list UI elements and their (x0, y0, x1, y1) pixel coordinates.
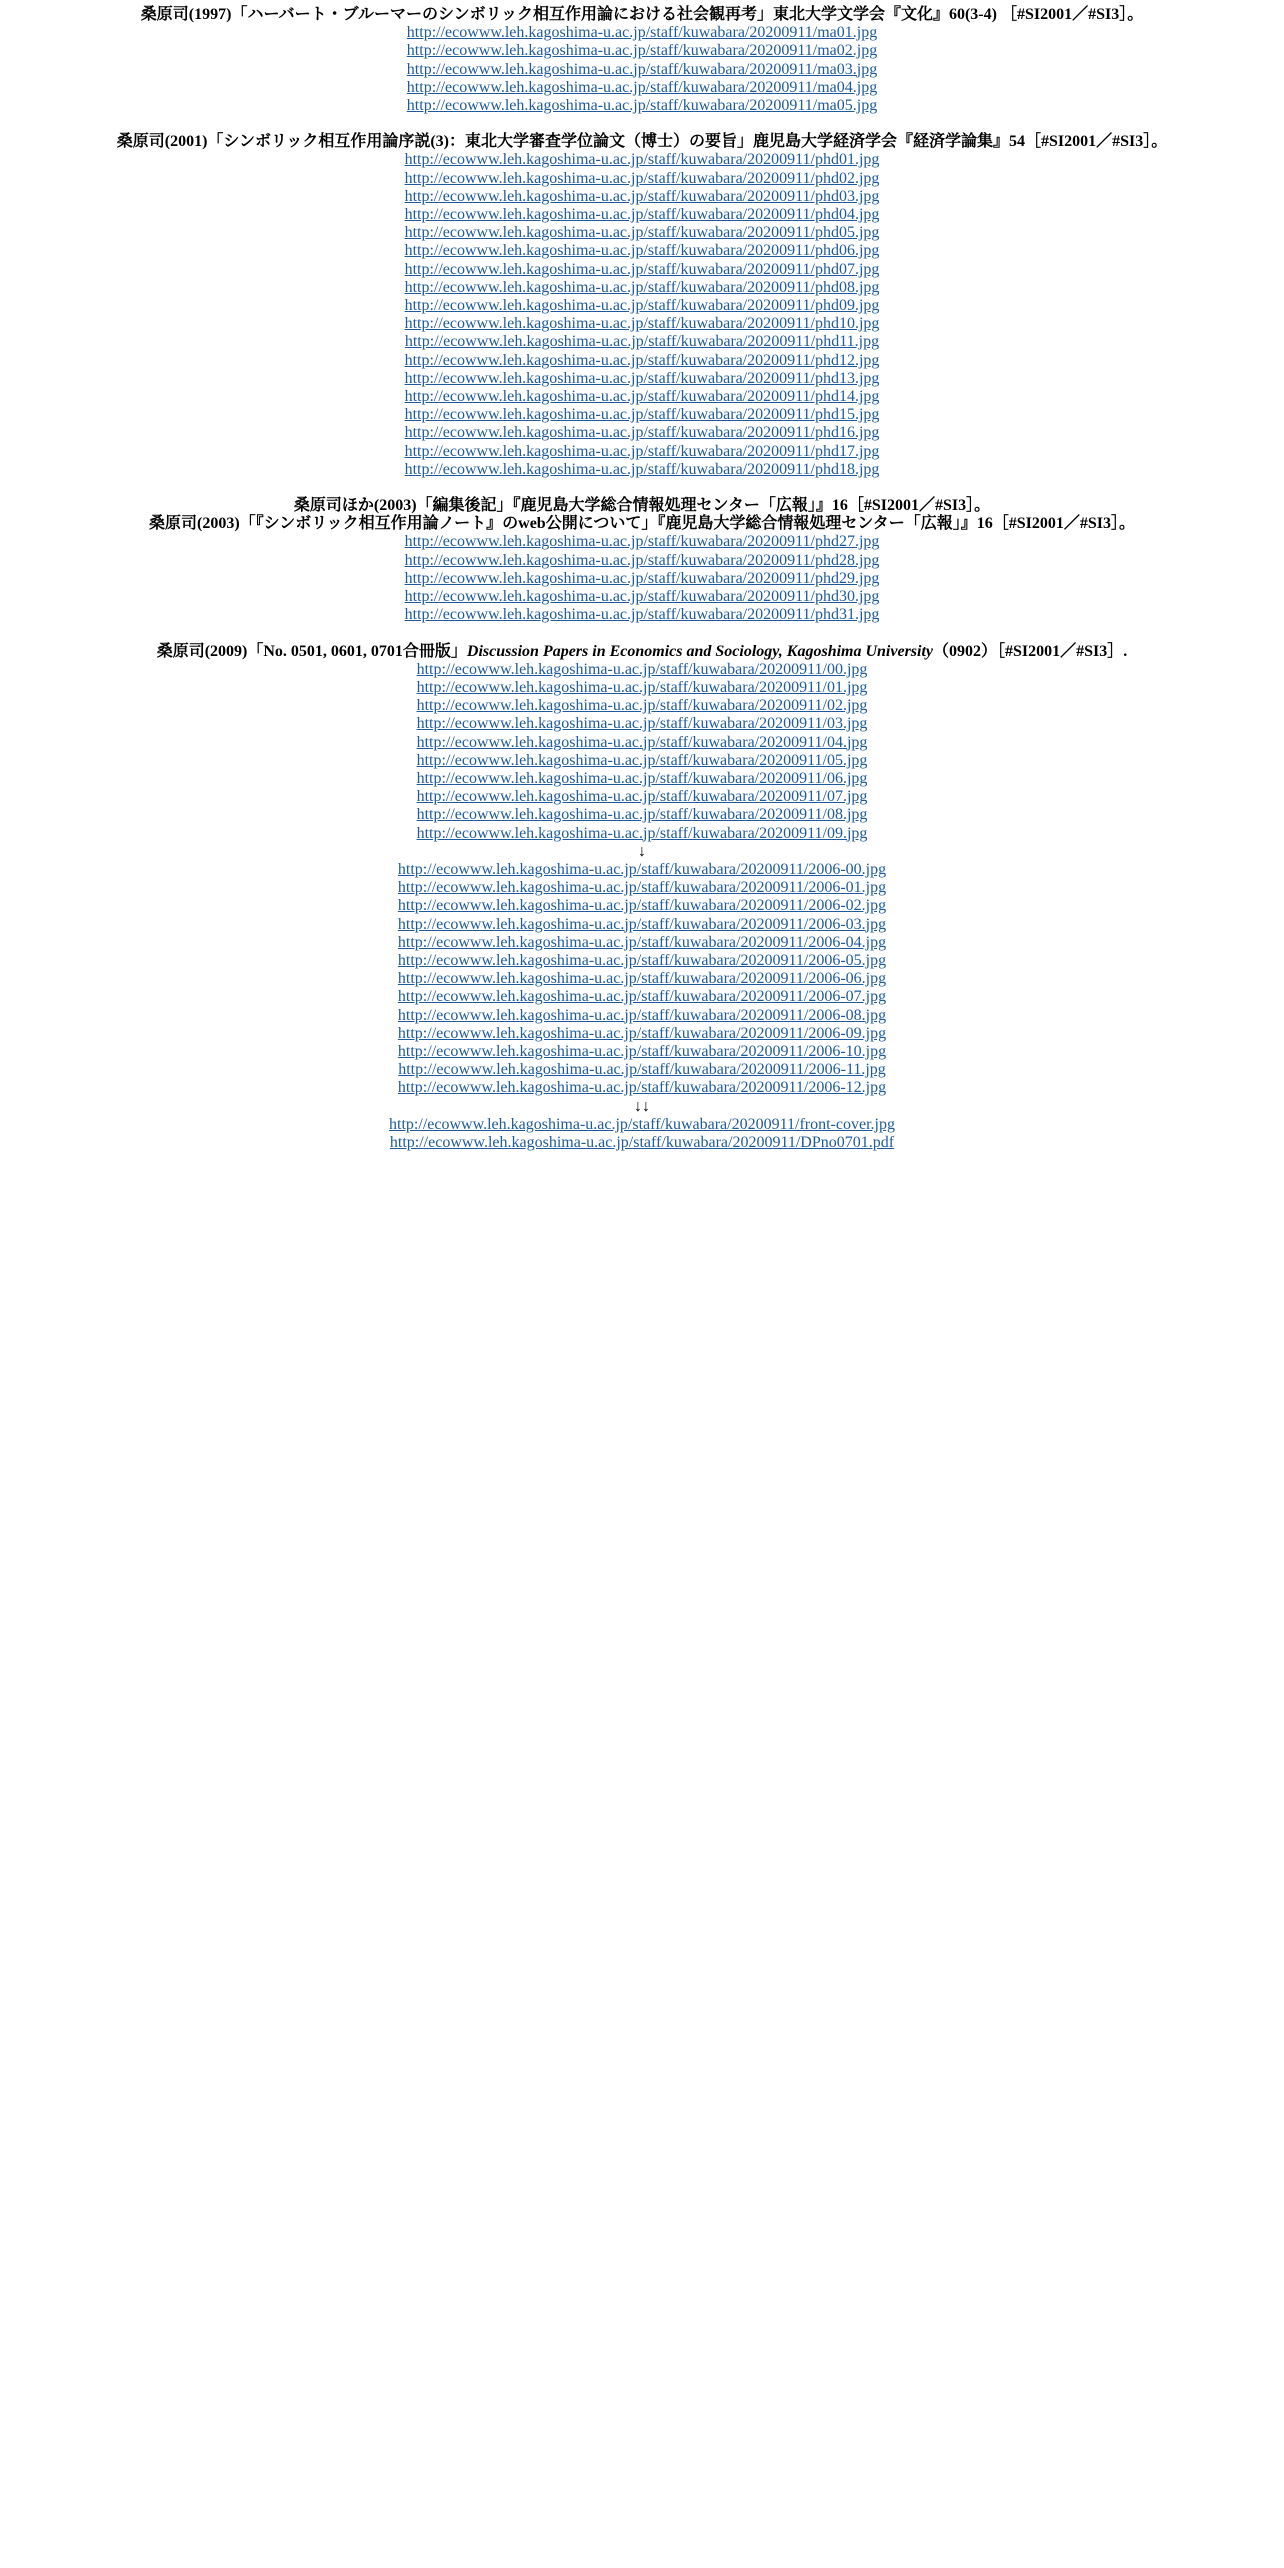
heading-text: 桑原司(2009)「No. 0501, 0601, 0701合冊版」 (156, 642, 467, 660)
file-link[interactable]: http://ecowww.leh.kagoshima-u.ac.jp/staff/kuwabara/20200911/phd05.jpg (404, 224, 880, 242)
file-link[interactable]: http://ecowww.leh.kagoshima-u.ac.jp/staff/kuwabara/20200911/2006-02.jpg (397, 897, 887, 915)
file-link[interactable]: http://ecowww.leh.kagoshima-u.ac.jp/staff/kuwabara/20200911/front-cover.jpg (389, 1115, 895, 1133)
file-link[interactable]: http://ecowww.leh.kagoshima-u.ac.jp/staff/kuwabara/20200911/phd06.jpg (404, 242, 880, 260)
file-link[interactable]: http://ecowww.leh.kagoshima-u.ac.jp/staff/kuwabara/20200911/phd27.jpg (404, 533, 880, 551)
file-link[interactable]: http://ecowww.leh.kagoshima-u.ac.jp/staff/kuwabara/20200911/08.jpg (416, 806, 868, 824)
file-link[interactable]: http://ecowww.leh.kagoshima-u.ac.jp/staff/kuwabara/20200911/2006-12.jpg (397, 1079, 887, 1097)
reference-heading (0, 497, 1284, 515)
heading-text: 桑原司(2003)「『シンボリック相互作用論ノート』のweb公開について」『鹿児島大学総合情報処理センター「広報」』16［#SI2001／#SI3］。 (149, 515, 1135, 533)
document-page (0, 0, 1284, 1152)
file-link[interactable]: http://ecowww.leh.kagoshima-u.ac.jp/staff/kuwabara/20200911/2006-05.jpg (397, 951, 887, 969)
file-link[interactable]: http://ecowww.leh.kagoshima-u.ac.jp/staff/kuwabara/20200911/phd07.jpg (404, 260, 880, 278)
file-link[interactable]: http://ecowww.leh.kagoshima-u.ac.jp/staff/kuwabara/20200911/phd08.jpg (404, 278, 880, 296)
file-link[interactable]: http://ecowww.leh.kagoshima-u.ac.jp/staff/kuwabara/20200911/04.jpg (416, 733, 868, 751)
file-link[interactable]: http://ecowww.leh.kagoshima-u.ac.jp/staff/kuwabara/20200911/phd12.jpg (404, 351, 880, 369)
file-link[interactable]: http://ecowww.leh.kagoshima-u.ac.jp/staff/kuwabara/20200911/05.jpg (416, 751, 868, 769)
file-link[interactable]: http://ecowww.leh.kagoshima-u.ac.jp/staff/kuwabara/20200911/2006-07.jpg (397, 988, 887, 1006)
journal-title: Discussion Papers in Economics and Sociology, Kagoshima University (466, 642, 934, 660)
file-link[interactable]: http://ecowww.leh.kagoshima-u.ac.jp/staff/kuwabara/20200911/ma03.jpg (406, 60, 878, 78)
file-link[interactable]: http://ecowww.leh.kagoshima-u.ac.jp/staff/kuwabara/20200911/ma05.jpg (406, 97, 878, 115)
reference-section (0, 643, 1284, 1153)
file-link[interactable]: http://ecowww.leh.kagoshima-u.ac.jp/staff/kuwabara/20200911/phd31.jpg (404, 606, 880, 624)
file-link[interactable]: http://ecowww.leh.kagoshima-u.ac.jp/staff/kuwabara/20200911/phd09.jpg (404, 297, 880, 315)
file-link[interactable]: http://ecowww.leh.kagoshima-u.ac.jp/staff/kuwabara/20200911/2006-00.jpg (397, 860, 887, 878)
file-link[interactable]: http://ecowww.leh.kagoshima-u.ac.jp/staff/kuwabara/20200911/01.jpg (416, 678, 868, 696)
file-link[interactable]: http://ecowww.leh.kagoshima-u.ac.jp/staff/kuwabara/20200911/phd29.jpg (404, 569, 880, 587)
file-link[interactable]: http://ecowww.leh.kagoshima-u.ac.jp/staff/kuwabara/20200911/07.jpg (416, 788, 868, 806)
reference-heading (0, 515, 1284, 533)
file-link[interactable]: http://ecowww.leh.kagoshima-u.ac.jp/staff/kuwabara/20200911/ma02.jpg (406, 42, 878, 60)
file-link[interactable]: http://ecowww.leh.kagoshima-u.ac.jp/staff/kuwabara/20200911/06.jpg (416, 769, 868, 787)
file-link[interactable]: http://ecowww.leh.kagoshima-u.ac.jp/staff/kuwabara/20200911/2006-01.jpg (397, 879, 887, 897)
file-link[interactable]: http://ecowww.leh.kagoshima-u.ac.jp/staff/kuwabara/20200911/phd15.jpg (404, 406, 880, 424)
reference-heading (0, 133, 1284, 151)
file-link[interactable]: http://ecowww.leh.kagoshima-u.ac.jp/staff/kuwabara/20200911/phd02.jpg (404, 169, 880, 187)
reference-section (0, 497, 1284, 624)
file-link[interactable]: http://ecowww.leh.kagoshima-u.ac.jp/staff/kuwabara/20200911/2006-10.jpg (397, 1042, 887, 1060)
file-link[interactable]: http://ecowww.leh.kagoshima-u.ac.jp/staff/kuwabara/20200911/2006-06.jpg (397, 970, 887, 988)
reference-heading (0, 643, 1284, 661)
reference-section (0, 6, 1284, 115)
file-link[interactable]: http://ecowww.leh.kagoshima-u.ac.jp/staff/kuwabara/20200911/02.jpg (416, 697, 868, 715)
heading-text: （0902）［#SI2001／#SI3］. (933, 642, 1128, 660)
heading-text: 桑原司(2001)「シンボリック相互作用論序説(3)：東北大学審査学位論文（博士）の要旨」鹿児島大学経済学会『経済学論集』54［#SI2001／#SI3］。 (116, 133, 1168, 151)
file-link[interactable]: http://ecowww.leh.kagoshima-u.ac.jp/staff/kuwabara/20200911/phd16.jpg (404, 424, 880, 442)
file-link[interactable]: http://ecowww.leh.kagoshima-u.ac.jp/staff/kuwabara/20200911/phd01.jpg (404, 151, 880, 169)
file-link[interactable]: http://ecowww.leh.kagoshima-u.ac.jp/staff/kuwabara/20200911/2006-08.jpg (397, 1006, 887, 1024)
heading-text: 桑原司(1997)「ハーバート・ブルーマーのシンボリック相互作用論における社会観再考」東北大学文学会『文化』60(3-4) ［#SI2001／#SI3］。 (140, 6, 1144, 23)
reference-heading (0, 6, 1284, 24)
file-link[interactable]: http://ecowww.leh.kagoshima-u.ac.jp/staff/kuwabara/20200911/phd03.jpg (404, 187, 880, 205)
file-link[interactable]: http://ecowww.leh.kagoshima-u.ac.jp/staff/kuwabara/20200911/09.jpg (416, 824, 868, 842)
file-link[interactable]: http://ecowww.leh.kagoshima-u.ac.jp/staff/kuwabara/20200911/phd04.jpg (404, 206, 880, 224)
file-link[interactable]: http://ecowww.leh.kagoshima-u.ac.jp/staff/kuwabara/20200911/phd18.jpg (404, 460, 880, 478)
heading-text: 桑原司ほか(2003)「編集後記」『鹿児島大学総合情報処理センター「広報」』16［#SI2001／#SI3］。 (293, 497, 991, 515)
file-link[interactable]: http://ecowww.leh.kagoshima-u.ac.jp/staff/kuwabara/20200911/phd10.jpg (404, 315, 880, 333)
down-arrow-icon: ↓↓ (634, 1097, 650, 1115)
reference-section (0, 133, 1284, 479)
file-link[interactable]: http://ecowww.leh.kagoshima-u.ac.jp/staff/kuwabara/20200911/2006-04.jpg (397, 933, 887, 951)
file-link[interactable]: http://ecowww.leh.kagoshima-u.ac.jp/staff/kuwabara/20200911/ma04.jpg (406, 78, 878, 96)
file-link[interactable]: http://ecowww.leh.kagoshima-u.ac.jp/staff/kuwabara/20200911/ma01.jpg (406, 24, 878, 42)
file-link[interactable]: http://ecowww.leh.kagoshima-u.ac.jp/staff/kuwabara/20200911/2006-09.jpg (397, 1024, 887, 1042)
file-link[interactable]: http://ecowww.leh.kagoshima-u.ac.jp/staff/kuwabara/20200911/phd13.jpg (404, 369, 880, 387)
file-link[interactable]: http://ecowww.leh.kagoshima-u.ac.jp/staff/kuwabara/20200911/phd30.jpg (404, 588, 880, 606)
file-link[interactable]: http://ecowww.leh.kagoshima-u.ac.jp/staff/kuwabara/20200911/00.jpg (416, 660, 868, 678)
file-link[interactable]: http://ecowww.leh.kagoshima-u.ac.jp/staff/kuwabara/20200911/phd28.jpg (404, 551, 880, 569)
file-link[interactable]: http://ecowww.leh.kagoshima-u.ac.jp/staff/kuwabara/20200911/2006-03.jpg (397, 915, 887, 933)
file-link[interactable]: http://ecowww.leh.kagoshima-u.ac.jp/staff/kuwabara/20200911/phd14.jpg (404, 388, 880, 406)
down-arrow-icon: ↓ (638, 842, 646, 860)
file-link[interactable]: http://ecowww.leh.kagoshima-u.ac.jp/staff/kuwabara/20200911/phd17.jpg (404, 442, 880, 460)
file-link[interactable]: http://ecowww.leh.kagoshima-u.ac.jp/staff/kuwabara/20200911/phd11.jpg (404, 333, 880, 351)
file-link[interactable]: http://ecowww.leh.kagoshima-u.ac.jp/staff/kuwabara/20200911/2006-11.jpg (398, 1061, 886, 1079)
file-link[interactable]: http://ecowww.leh.kagoshima-u.ac.jp/staff/kuwabara/20200911/DPno0701.pdf (389, 1133, 895, 1151)
file-link[interactable]: http://ecowww.leh.kagoshima-u.ac.jp/staff/kuwabara/20200911/03.jpg (416, 715, 868, 733)
